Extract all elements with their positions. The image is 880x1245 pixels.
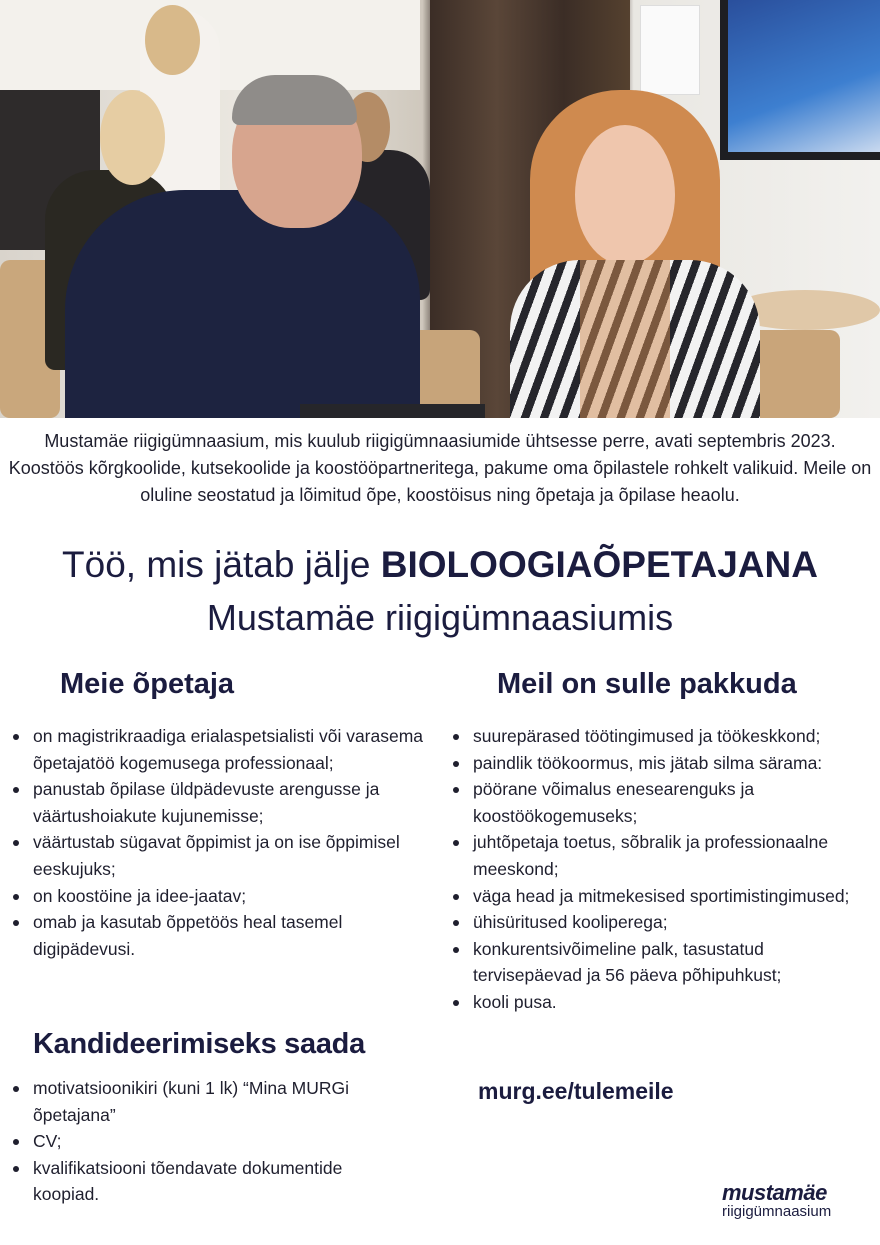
list-item: suurepärased töötingimused ja töökeskkond; (450, 723, 875, 750)
teacher-list (10, 723, 430, 962)
list-item: juhtõpetaja toetus, sõbralik ja professionaalne meeskond; (450, 829, 875, 882)
list-item: on koostöine ja idee-jaatav; (10, 883, 430, 910)
list-item: konkurentsivõimeline palk, tasustatud tervisepäevad ja 56 päeva põhipuhkust; (450, 936, 875, 989)
offer-heading: Meil on sulle pakkuda (497, 668, 797, 700)
school-logo (722, 1182, 831, 1220)
logo-line1: mustamäe (722, 1180, 827, 1205)
list-item: ühisüritused kooliperega; (450, 909, 875, 936)
list-item: kvalifikatsiooni tõendavate dokumentide koopiad. (10, 1155, 410, 1208)
list-item: on magistrikraadiga erialaspetsialisti või varasema õpetajatöö kogemusega professionaal; (10, 723, 430, 776)
list-item: väärtustab sügavat õppimist ja on ise õppimisel eeskujuks; (10, 829, 430, 882)
logo-line2: riigigümnaasium (722, 1203, 832, 1220)
list-item: motivatsioonikiri (kuni 1 lk) “Mina MURGi õpetajana” (10, 1075, 410, 1128)
intro-text: Mustamäe riigigümnaasium, mis kuulub riigigümnaasiumide ühtsesse perre, avati septembris 2023. Koostöös kõrgkoolide, kutsekoolide ja koostööpartneritega, pakume oma õpilastele rohkelt valikuid. Meile on oluline seostatud ja lõimitud õpe, koostöisus ning õpetaja ja õpilase heaolu. (8, 431, 872, 505)
header-photo (0, 0, 880, 418)
title-prefix: Töö, mis jätab jälje (62, 544, 381, 585)
list-item: CV; (10, 1128, 410, 1155)
list-item: väga head ja mitmekesised sportimistingimused; (450, 883, 875, 910)
apply-list (10, 1075, 410, 1208)
list-item: pöörane võimalus enesearenguks ja koostöökogemuseks; (450, 776, 875, 829)
title-highlight: BIOLOOGIAÕPETAJANA (380, 544, 818, 585)
offer-list (450, 723, 875, 1016)
teacher-heading: Meie õpetaja (60, 668, 235, 700)
page-subtitle: Mustamäe riigigümnaasiumis (206, 597, 674, 638)
list-item: kooli pusa. (450, 989, 875, 1016)
page-title (0, 543, 880, 587)
list-item: omab ja kasutab õppetöös heal tasemel digipädevusi. (10, 909, 430, 962)
list-item: paindlik töökoormus, mis jätab silma särama: (450, 750, 875, 777)
list-item: panustab õpilase üldpädevuste arengusse ja väärtushoiakute kujunemisse; (10, 776, 430, 829)
apply-link[interactable]: murg.ee/tulemeile (478, 1078, 674, 1104)
apply-heading: Kandideerimiseks saada (33, 1028, 365, 1060)
